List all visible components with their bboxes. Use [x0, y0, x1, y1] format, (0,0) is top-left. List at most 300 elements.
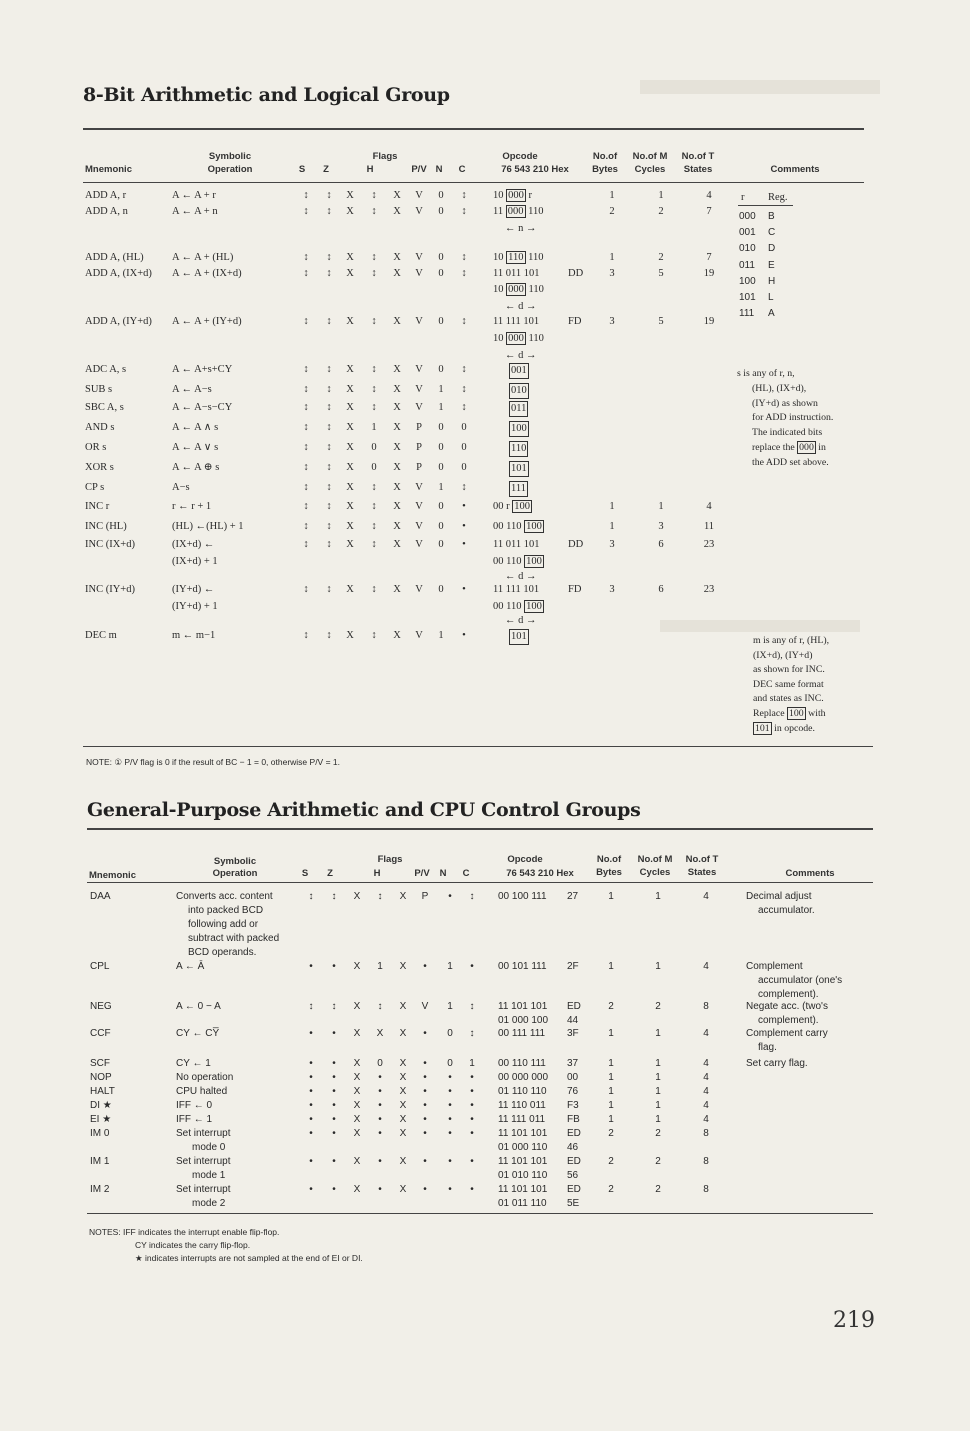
flag-cell: ↕ — [371, 206, 377, 217]
opcode-bits: 100 — [526, 601, 542, 612]
flag-cell: X — [346, 364, 354, 375]
flag-cell: X — [399, 1184, 407, 1195]
hex-cell: ED — [567, 1156, 581, 1167]
flag-cell: X — [353, 1028, 361, 1039]
opcode-cell: 111 — [509, 481, 528, 497]
flag-cell: ↕ — [371, 501, 377, 512]
flag-cell: ↕ — [303, 462, 309, 473]
bytes-cell: 1 — [609, 501, 615, 512]
hdr-opcode: Opcode — [502, 151, 538, 162]
flag-cell: • — [448, 1128, 452, 1139]
flag-cell: 0 — [438, 190, 444, 201]
opcode-cell: 01 011 110 — [498, 1198, 547, 1209]
flag-cell: X — [346, 422, 354, 433]
flag-cell: ↕ — [377, 891, 383, 902]
reg-header-reg: Reg. — [768, 192, 788, 203]
operation-cell: Set interrupt — [176, 1184, 231, 1195]
flag-cell: • — [423, 1028, 427, 1039]
flag-cell: • — [378, 1100, 382, 1111]
hex-cell: FD — [568, 584, 582, 595]
hdr2-mnemonic: Mnemonic — [89, 870, 136, 881]
mcycles-cell: 2 — [658, 206, 664, 217]
operation-cell: A ← A ∨ s — [172, 442, 219, 453]
operation-cell: A ← A + (HL) — [172, 252, 234, 263]
flag-cell: X — [399, 1072, 407, 1083]
comment-line: as shown for INC. — [753, 664, 825, 676]
mnemonic-cell: DAA — [90, 891, 111, 902]
notes-line-3: ★ indicates interrupts are not sampled at the end of EI or DI. — [135, 1253, 363, 1263]
flag-cell: ↕ — [371, 539, 377, 550]
flag-cell: • — [448, 1100, 452, 1111]
flag-cell: • — [462, 630, 466, 641]
opcode-bits: 110 — [528, 284, 544, 295]
mnemonic-cell: INC r — [85, 501, 110, 512]
flag-cell: 0 — [438, 539, 444, 550]
operation-cell: m ← m−1 — [172, 630, 216, 641]
comment-cell: complement). — [758, 1015, 819, 1026]
flag-cell: • — [378, 1128, 382, 1139]
reg-code: 000 — [739, 211, 756, 222]
opcode-bits: 110 — [506, 601, 522, 612]
flag-cell: V — [415, 206, 423, 217]
flag-cell: 0 — [438, 501, 444, 512]
flag-cell: • — [332, 1128, 336, 1139]
boxed-code: 100 — [789, 707, 804, 719]
operation-cell: Set interrupt — [176, 1128, 231, 1139]
mcycles-cell: 6 — [658, 539, 664, 550]
flag-cell: ↕ — [371, 268, 377, 279]
flag-cell: ↕ — [461, 268, 467, 279]
flag-cell: X — [353, 1086, 361, 1097]
flag-cell: X — [399, 1058, 407, 1069]
hdr2-h: H — [373, 868, 381, 879]
flag-cell: • — [470, 1072, 474, 1083]
flag-cell: X — [353, 891, 361, 902]
mnemonic-cell: NOP — [90, 1072, 112, 1083]
opcode-cell: 11 101 101 — [498, 1156, 548, 1167]
flag-cell: P — [416, 462, 422, 473]
hdr-z: Z — [323, 164, 329, 175]
flag-cell: ↕ — [326, 364, 332, 375]
hdr2-s: S — [301, 868, 309, 879]
flag-cell: ↕ — [326, 462, 332, 473]
opcode-cell: 01 110 110 — [498, 1086, 547, 1097]
flag-cell: X — [346, 630, 354, 641]
flag-cell: • — [309, 1072, 313, 1083]
flag-cell: V — [415, 190, 423, 201]
flag-cell: ↕ — [326, 402, 332, 413]
flag-cell: ↕ — [371, 384, 377, 395]
flag-cell: • — [448, 1114, 452, 1125]
flag-cell: ↕ — [371, 584, 377, 595]
opcode-bits: 110 — [506, 556, 522, 567]
operation-cell: A ← A + (IX+d) — [172, 268, 242, 279]
opcode-cell — [493, 205, 544, 219]
flag-cell: X — [346, 501, 354, 512]
opcode-bits: 10 — [493, 252, 504, 263]
reg-header-rule — [738, 205, 793, 206]
opcode-bits: r — [528, 190, 532, 201]
hdr-tstates — [676, 150, 720, 176]
opcode-cell: 11 111 101 — [493, 316, 540, 327]
hex-cell: 44 — [567, 1015, 579, 1026]
flag-cell: 0 — [438, 316, 444, 327]
flag-cell: • — [332, 1100, 336, 1111]
mcycles-cell: 2 — [655, 1001, 661, 1012]
mnemonic-cell: HALT — [90, 1086, 115, 1097]
flag-cell: • — [378, 1072, 382, 1083]
flag-cell: V — [415, 364, 423, 375]
flag-cell: • — [448, 1156, 452, 1167]
flag-cell: • — [378, 1184, 382, 1195]
flag-cell: X — [393, 268, 401, 279]
flag-cell: ↕ — [461, 206, 467, 217]
hdr2-mcycles — [631, 853, 679, 879]
flag-cell: • — [332, 1058, 336, 1069]
flag-cell: X — [393, 539, 401, 550]
flag-cell: ↕ — [461, 402, 467, 413]
flag-cell: V — [415, 252, 423, 263]
flag-cell: • — [423, 961, 427, 972]
flag-cell: 0 — [438, 364, 444, 375]
hex-cell: DD — [568, 539, 584, 550]
mnemonic-cell: CPL — [90, 961, 110, 972]
opcode-cell: 101 — [509, 629, 529, 645]
mcycles-cell: 1 — [655, 961, 661, 972]
tstates-cell: 4 — [703, 1114, 709, 1125]
flag-cell: X — [346, 252, 354, 263]
section-title-cpu-control: General-Purpose Arithmetic and CPU Control Groups — [87, 799, 641, 821]
hex-cell: 00 — [567, 1072, 579, 1083]
flag-cell: • — [448, 1086, 452, 1097]
mcycles-cell: 2 — [658, 252, 664, 263]
flag-cell: X — [393, 206, 401, 217]
flag-cell: ↕ — [371, 252, 377, 263]
opcode-bits: 00 — [493, 501, 504, 512]
flag-cell: ↕ — [303, 268, 309, 279]
operation-cell: into packed BCD — [188, 905, 264, 916]
opcode-cell: 010 — [509, 383, 529, 399]
opcode-cell: 001 — [509, 363, 529, 379]
tstates-cell: 7 — [706, 206, 712, 217]
hdr-symbolic: Symbolic — [208, 151, 252, 162]
opcode-bits: r — [506, 501, 510, 512]
opcode-bits: 100 — [514, 501, 530, 512]
flag-cell: ↕ — [371, 190, 377, 201]
flag-cell: ↕ — [377, 1001, 383, 1012]
flag-cell: ↕ — [461, 482, 467, 493]
mcycles-cell: 2 — [655, 1128, 661, 1139]
hdr2-bytes-1: No.of — [596, 854, 622, 865]
flag-cell: ↕ — [326, 268, 332, 279]
hdr-tstates-2: States — [683, 164, 713, 175]
hex-cell: 46 — [567, 1142, 579, 1153]
mnemonic-cell: DEC m — [85, 630, 117, 641]
bytes-cell: 2 — [608, 1128, 614, 1139]
opcode-cell: ← d → — [505, 350, 537, 361]
flag-cell: ↕ — [303, 501, 309, 512]
flag-cell: 0 — [438, 462, 444, 473]
flag-cell: ↕ — [461, 252, 467, 263]
flag-cell: X — [393, 462, 401, 473]
flag-cell: ↕ — [326, 422, 332, 433]
flag-cell: X — [393, 364, 401, 375]
bytes-cell: 1 — [608, 1072, 614, 1083]
operation-cell: A ← A+s+CY — [172, 364, 233, 375]
tstates-cell: 4 — [703, 1058, 709, 1069]
flag-cell: 0 — [461, 422, 467, 433]
flag-cell: 0 — [438, 584, 444, 595]
operation-cell: A−s — [172, 482, 190, 493]
flag-cell: • — [332, 1086, 336, 1097]
flag-cell: • — [470, 961, 474, 972]
flag-cell: ↕ — [461, 364, 467, 375]
tstates-cell: 4 — [703, 1100, 709, 1111]
mnemonic-cell: AND s — [85, 422, 115, 433]
mnemonic-cell: IM 0 — [90, 1128, 110, 1139]
operation-cell: A ← A ⊕ s — [172, 462, 220, 473]
tstates-cell: 8 — [703, 1001, 709, 1012]
flag-cell: V — [415, 384, 423, 395]
flag-cell: 0 — [438, 206, 444, 217]
hdr-mcycles — [626, 150, 674, 176]
hex-cell: 3F — [567, 1028, 579, 1039]
bytes-cell: 1 — [608, 961, 614, 972]
tstates-cell: 4 — [703, 1028, 709, 1039]
mnemonic-cell: ADD A, (IX+d) — [85, 268, 152, 279]
hdr-comments: Comments — [770, 164, 820, 175]
operation-cell: A ← 0 − A — [176, 1001, 221, 1012]
bytes-cell: 1 — [609, 521, 615, 532]
flag-cell: ↕ — [371, 630, 377, 641]
bytes-cell: 3 — [609, 584, 615, 595]
comment-m-block — [753, 634, 865, 736]
comment-s-block — [737, 367, 864, 471]
flag-cell: ↕ — [303, 630, 309, 641]
mcycles-cell: 3 — [658, 521, 664, 532]
mnemonic-cell: CP s — [85, 482, 105, 493]
operation-cell: BCD operands. — [188, 947, 257, 958]
comment-cell: flag. — [758, 1042, 777, 1053]
operation-cell: CPU halted — [176, 1086, 228, 1097]
opcode-cell: 00 111 111 — [498, 1028, 546, 1039]
flag-cell: X — [399, 1100, 407, 1111]
tstates-cell: 4 — [706, 190, 712, 201]
mnemonic-cell: IM 2 — [90, 1184, 110, 1195]
flag-cell: • — [309, 1028, 313, 1039]
mnemonic-cell: INC (IX+d) — [85, 539, 135, 550]
flag-cell: • — [423, 1184, 427, 1195]
flag-cell: • — [423, 1058, 427, 1069]
opcode-cell: 01 000 110 — [498, 1142, 548, 1153]
flag-cell: ↕ — [371, 364, 377, 375]
comment-line: m is any of r, (HL), — [753, 635, 830, 646]
opcode-bits: 000 — [508, 333, 524, 344]
hdr-bytes-1: No.of — [592, 151, 618, 162]
opcode-bits: 10 — [493, 284, 504, 295]
flag-cell: • — [423, 1086, 427, 1097]
hdr-mnemonic: Mnemonic — [85, 164, 132, 175]
reg-code: 100 — [739, 275, 756, 287]
comment-cell: Complement — [746, 961, 803, 972]
opcode-cell: 00 101 111 — [498, 961, 547, 972]
hdr-c: C — [458, 164, 466, 175]
flag-cell: X — [393, 584, 401, 595]
flag-cell: P — [416, 422, 422, 433]
flag-cell: • — [470, 1184, 474, 1195]
opcode-cell: 01 010 110 — [498, 1170, 548, 1181]
tstates-cell: 8 — [703, 1128, 709, 1139]
flag-cell: X — [353, 1184, 361, 1195]
flag-cell: V — [415, 268, 423, 279]
opcode-bits: 110 — [528, 333, 544, 344]
flag-cell: X — [353, 1100, 361, 1111]
flag-cell: ↕ — [303, 402, 309, 413]
operation-cell: IFF ← 1 — [176, 1114, 213, 1125]
flag-cell: 1 — [377, 961, 383, 972]
flag-cell: X — [346, 539, 354, 550]
hdr-bytes-2: Bytes — [592, 164, 618, 175]
mcycles-cell: 6 — [658, 584, 664, 595]
operation-cell: A ← A−s — [172, 384, 212, 395]
mnemonic-cell: CCF — [90, 1028, 111, 1039]
flag-cell: X — [353, 1128, 361, 1139]
opcode-cell: 11 111 011 — [498, 1114, 546, 1125]
flag-cell: X — [346, 402, 354, 413]
flag-cell: • — [309, 1128, 313, 1139]
mcycles-cell: 1 — [658, 190, 664, 201]
opcode-cell: ← d → — [505, 615, 537, 626]
opcode-bits: 10 — [493, 333, 504, 344]
flag-cell: • — [462, 539, 466, 550]
flag-cell: V — [421, 1001, 429, 1012]
tstates-cell: 4 — [706, 501, 712, 512]
flag-cell: X — [346, 316, 354, 327]
bytes-cell: 3 — [609, 316, 615, 327]
opcode-bits: 00 — [493, 601, 504, 612]
opcode-bits: 00 — [493, 521, 504, 532]
mcycles-cell: 2 — [655, 1184, 661, 1195]
flag-cell: ↕ — [303, 584, 309, 595]
tstates-cell: 11 — [703, 521, 715, 532]
mnemonic-cell: DI ★ — [90, 1100, 112, 1111]
comment-line: Replace 100 with — [753, 707, 826, 719]
flag-cell: X — [353, 1072, 361, 1083]
mnemonic-cell: ADD A, (IY+d) — [85, 316, 152, 327]
flag-cell: X — [393, 384, 401, 395]
comment-line: (IY+d) as shown — [752, 397, 818, 409]
opcode-cell: 11 011 101 — [493, 268, 540, 279]
reg-name: D — [768, 243, 776, 255]
flag-cell: X — [353, 1001, 361, 1012]
flag-cell: ↕ — [461, 384, 467, 395]
flag-cell: 1 — [438, 384, 444, 395]
mcycles-cell: 5 — [658, 316, 664, 327]
mcycles-cell: 1 — [655, 1100, 661, 1111]
flag-cell: 1 — [469, 1058, 475, 1069]
flag-cell: ↕ — [326, 482, 332, 493]
flag-cell: ↕ — [326, 521, 332, 532]
header-rule-1 — [83, 182, 864, 183]
flag-cell: ↕ — [303, 206, 309, 217]
operation-cell: A ← Ā — [176, 961, 205, 972]
hex-cell: 76 — [567, 1086, 579, 1097]
hdr2-comments: Comments — [785, 868, 835, 879]
flag-cell: • — [470, 1086, 474, 1097]
opcode-cell: 11 111 101 — [493, 584, 540, 595]
comment-line: The indicated bits — [752, 427, 823, 439]
flag-cell: • — [309, 1100, 313, 1111]
opcode-bits: 110 — [528, 252, 544, 263]
mcycles-cell: 5 — [658, 268, 664, 279]
hex-cell: ED — [567, 1128, 581, 1139]
hex-cell: F3 — [567, 1100, 579, 1111]
flag-cell: X — [399, 961, 407, 972]
comment-cell: complement). — [758, 989, 819, 1000]
mcycles-cell: 1 — [655, 1028, 661, 1039]
bytes-cell: 2 — [608, 1184, 614, 1195]
flag-cell: 0 — [371, 462, 377, 473]
flag-cell: ↕ — [326, 630, 332, 641]
flag-cell: ↕ — [326, 316, 332, 327]
hdr-bytes — [585, 150, 625, 176]
operation-cell: IFF ← 0 — [176, 1100, 213, 1111]
opcode-cell — [493, 520, 544, 534]
flag-cell: • — [423, 1156, 427, 1167]
flag-cell: • — [378, 1114, 382, 1125]
flag-cell: ↕ — [326, 501, 332, 512]
mcycles-cell: 1 — [655, 1058, 661, 1069]
opcode-cell — [493, 500, 532, 514]
flag-cell: • — [470, 1114, 474, 1125]
opcode-cell: ← n → — [505, 223, 537, 234]
mcycles-cell: 1 — [655, 1114, 661, 1125]
bytes-cell: 2 — [608, 1001, 614, 1012]
operation-cell: A ← A + r — [172, 190, 216, 201]
opcode-cell — [493, 332, 544, 346]
flag-cell: V — [415, 630, 423, 641]
flag-cell: X — [353, 961, 361, 972]
tstates-cell: 19 — [703, 316, 715, 327]
bleed-through-shade — [640, 80, 880, 94]
reg-name: C — [768, 227, 776, 239]
flag-cell: 0 — [447, 1028, 453, 1039]
comment-cell: Set carry flag. — [746, 1058, 808, 1069]
hdr2-mcycles-2: Cycles — [639, 867, 671, 878]
opcode-cell: 00 100 111 — [498, 891, 547, 902]
reg-code: 010 — [739, 243, 756, 255]
opcode-cell: 100 — [509, 421, 529, 437]
flag-cell: ↕ — [469, 1028, 475, 1039]
hdr-h: H — [366, 164, 374, 175]
flag-cell: X — [399, 1128, 407, 1139]
mcycles-cell: 1 — [655, 1072, 661, 1083]
flag-cell: ↕ — [326, 252, 332, 263]
flag-cell: ↕ — [303, 252, 309, 263]
comment-line: for ADD instruction. — [752, 412, 834, 424]
operation-cell: CY ← 1 — [176, 1058, 211, 1069]
flag-cell: X — [393, 501, 401, 512]
flag-cell: ↕ — [326, 584, 332, 595]
flag-cell: • — [470, 1156, 474, 1167]
bottom-rule-1 — [83, 746, 873, 747]
flag-cell: ↕ — [303, 316, 309, 327]
opcode-bits: 110 — [528, 206, 544, 217]
hdr2-tstates — [680, 853, 724, 879]
hdr2-opcode: Opcode — [507, 854, 543, 865]
flag-cell: 1 — [438, 482, 444, 493]
hdr2-symbolic: Symbolic — [213, 856, 257, 867]
